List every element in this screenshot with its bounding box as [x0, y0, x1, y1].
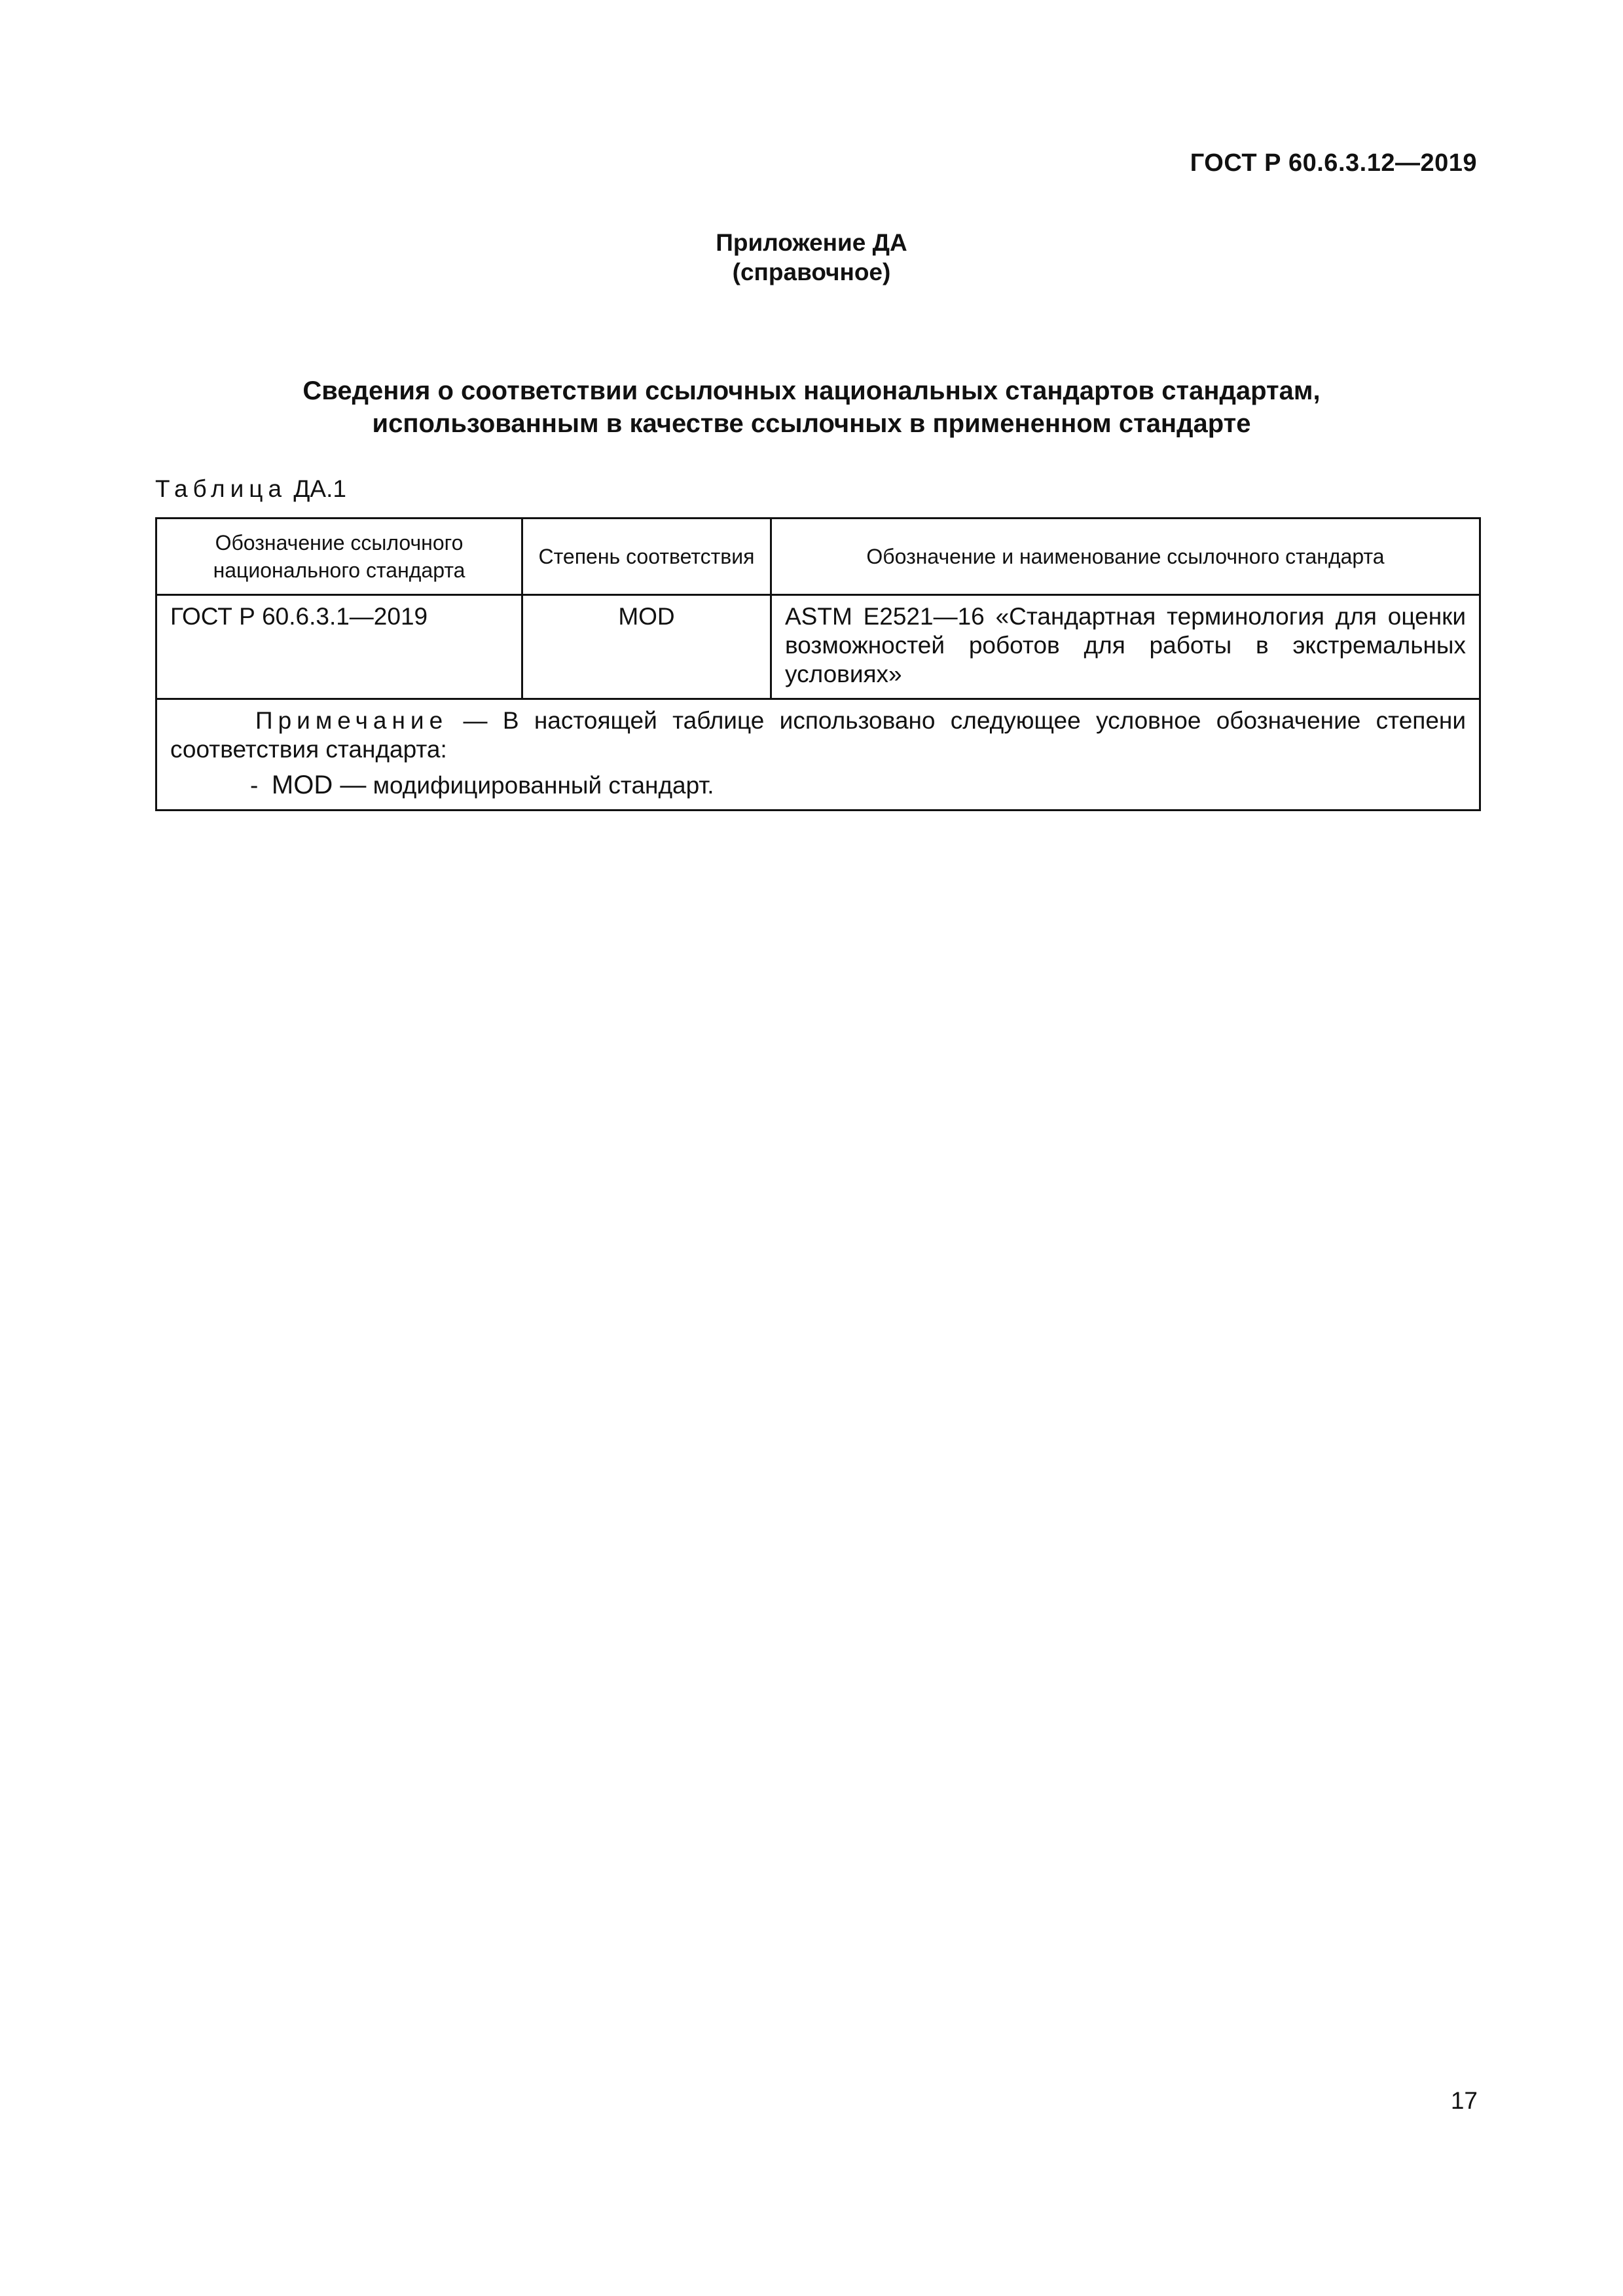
appendix-title: Приложение ДА	[716, 229, 907, 256]
document-code: ГОСТ Р 60.6.3.12—2019	[1190, 149, 1477, 177]
table-caption	[155, 475, 346, 503]
note-item-marker: -	[250, 772, 259, 799]
header-national-standard: Обозначение ссылочного национального стандарта	[156, 519, 522, 595]
cell-national-standard: ГОСТ Р 60.6.3.1—2019	[156, 595, 522, 699]
note-item-text: модифицированный стандарт.	[366, 772, 714, 799]
note-label: Примечание	[255, 707, 448, 734]
cell-reference-standard: ASTM E2521—16 «Стандартная терминология для оценки возможностей роботов для работы в экстремальных условиях»	[771, 595, 1480, 699]
section-title-line-1: Сведения о соответствии ссылочных национальных стандартов стандартам,	[302, 376, 1321, 405]
table-row	[156, 595, 1480, 699]
note-text: — В настоящей таблице использовано следующее условное обозначение степени соответствия стандарта:	[170, 707, 1466, 763]
header-reference-standard: Обозначение и наименование ссылочного стандарта	[771, 519, 1480, 595]
table-caption-id: ДА.1	[293, 475, 346, 502]
appendix-heading	[0, 228, 1623, 287]
page-number: 17	[1450, 2087, 1478, 2114]
section-title-line-2: использованным в качестве ссылочных в примененном стандарте	[372, 409, 1251, 438]
note-paragraph	[170, 706, 1466, 764]
reference-standards-table	[155, 517, 1481, 811]
appendix-subtitle: (справочное)	[732, 259, 891, 285]
note-list-item	[170, 771, 1466, 800]
table-note-row	[156, 699, 1480, 811]
note-item-code: MOD —	[271, 771, 367, 799]
table-header-row	[156, 519, 1480, 595]
section-title	[0, 374, 1623, 440]
cell-degree: MOD	[522, 595, 771, 699]
table-caption-word: Таблица	[155, 475, 287, 502]
header-degree: Степень соответствия	[522, 519, 771, 595]
table-note	[156, 699, 1480, 811]
